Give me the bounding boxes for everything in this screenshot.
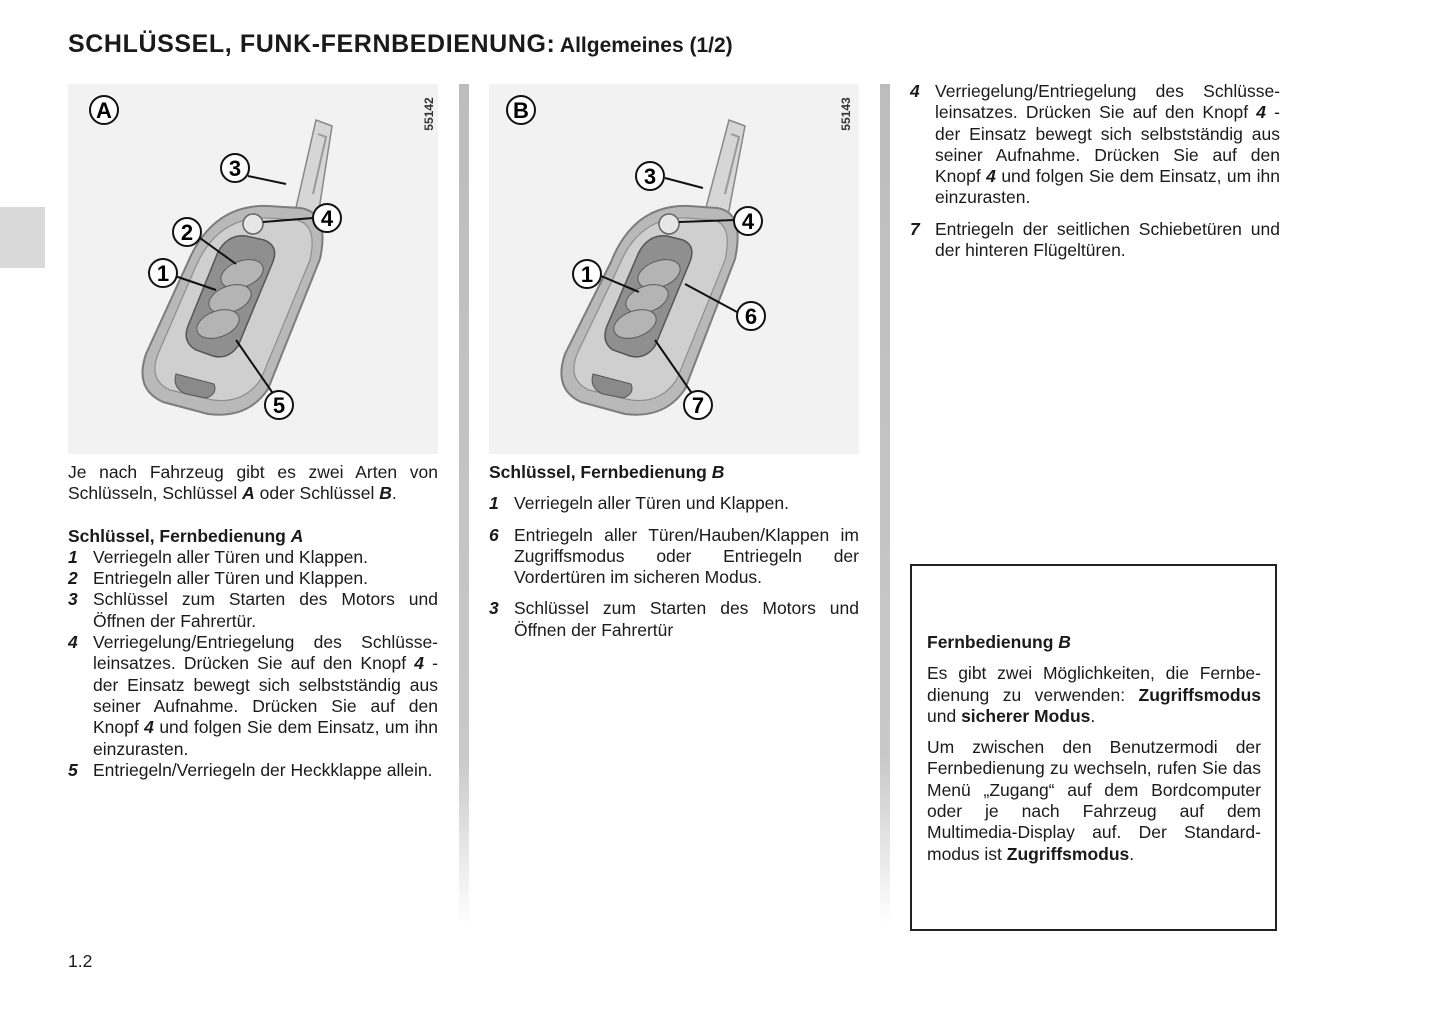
list-item: 4 Verriegelung/Entriegelung des Schlüsseleinsatzes. Drücken Sie auf den Knopf 4 - der Einsatz bewegt sich selbstständig aus seiner Aufnahme. Drücken Sie auf den Knopf 4 und folgen Sie dem Einsatz, um ihn einzurasten. [910, 81, 1280, 208]
column-2-text [489, 462, 859, 641]
figure-key-a [68, 84, 438, 454]
svg-text:1: 1 [580, 262, 594, 287]
svg-text:5: 5 [272, 393, 286, 418]
page-title [68, 30, 733, 59]
list-item: 1 Verriegeln aller Türen und Klappen. [489, 493, 790, 514]
column-1-text [68, 462, 438, 781]
section-heading-b: Schlüssel, Fernbedienung B [489, 462, 725, 482]
callout-letter-a [90, 96, 118, 124]
title-sub: Allgemeines (1/2) [559, 34, 733, 57]
intro-paragraph: Je nach Fahrzeug gibt es zwei Arten von Schlüsseln, Schlüssel A oder Schlüssel B. [68, 462, 438, 504]
info-box-paragraph-1: Es gibt zwei Möglichkeiten, die Fernbedienung zu verwenden: Zugriffsmodus und sicherer Modus. [927, 663, 1261, 726]
svg-text:3: 3 [643, 164, 657, 189]
callout-4 [313, 204, 341, 232]
column-separator-1 [459, 84, 469, 924]
list-item: 7 Entriegeln der seitlichen Schiebetüren und der hinteren Flügeltüren. [910, 218, 1280, 261]
callout-1 [149, 259, 177, 287]
list-item: 6 Entriegeln aller Türen/Hauben/Klappen im Zugriffsmodus oder Entriegeln der Vordertüren im sicheren Modus. [489, 524, 859, 588]
info-box-paragraph-2: Um zwischen den Benutzermodi der Fernbedienung zu wechseln, rufen Sie das Menü „Zugang“ auf dem Bordcomputer oder je nach Fahrzeug auf dem Multimedia-Display auf. Der Standardmodus ist Zugriffsmodus. [927, 737, 1261, 864]
callout-4 [734, 207, 762, 235]
list-item: 4 Verriegelung/Entriegelung des Schlüsseleinsatzes. Drücken Sie auf den Knopf 4 - der Einsatz bewegt sich selbstständig aus seiner Aufnahme. Drücken Sie auf den Knopf 4 und folgen Sie dem Einsatz, um ihn einzurasten. [68, 632, 438, 759]
svg-text:4: 4 [741, 209, 755, 234]
info-box-remote-b [910, 564, 1277, 931]
callout-3 [221, 154, 249, 182]
key-b-illustration [489, 84, 859, 454]
svg-text:7: 7 [691, 393, 705, 418]
callout-5 [265, 391, 293, 419]
list-item: 2 Entriegeln aller Türen und Klappen. [68, 568, 369, 589]
key-a-illustration [68, 84, 438, 454]
page-number: 1.2 [68, 951, 93, 971]
callout-letter-b [507, 96, 535, 124]
figure-code: 55142 [422, 97, 437, 131]
list-item: 5 Entriegeln/Verriegeln der Heckklappe allein. [68, 759, 433, 780]
callout-6 [737, 302, 765, 330]
svg-text:6: 6 [744, 304, 758, 329]
list-item: 3 Schlüssel zum Starten des Motors und Öffnen der Fahrertür [489, 598, 859, 640]
callout-2 [173, 218, 201, 246]
column-3-text [910, 81, 1280, 261]
svg-text:B: B [513, 98, 529, 123]
figure-key-b [489, 84, 859, 454]
svg-text:1: 1 [156, 261, 170, 286]
svg-text:2: 2 [180, 220, 194, 245]
callout-3 [636, 162, 664, 190]
figure-code: 55143 [839, 97, 854, 131]
svg-text:4: 4 [320, 206, 334, 231]
section-heading-a: Schlüssel, Fernbedienung A [68, 525, 304, 546]
callout-1 [573, 260, 601, 288]
svg-text:A: A [96, 98, 112, 123]
info-box-heading: Fernbedienung B [927, 632, 1071, 652]
callout-7 [684, 391, 712, 419]
list-item: 3 Schlüssel zum Starten des Motors und Öffnen der Fahrertür. [68, 589, 438, 631]
chapter-tab [0, 207, 45, 268]
list-item: 1 Verriegeln aller Türen und Klappen. [68, 546, 369, 567]
title-main: SCHLÜSSEL, FUNK-FERNBEDIENUNG: [68, 30, 556, 58]
svg-text:3: 3 [228, 156, 242, 181]
column-separator-2 [880, 84, 890, 924]
